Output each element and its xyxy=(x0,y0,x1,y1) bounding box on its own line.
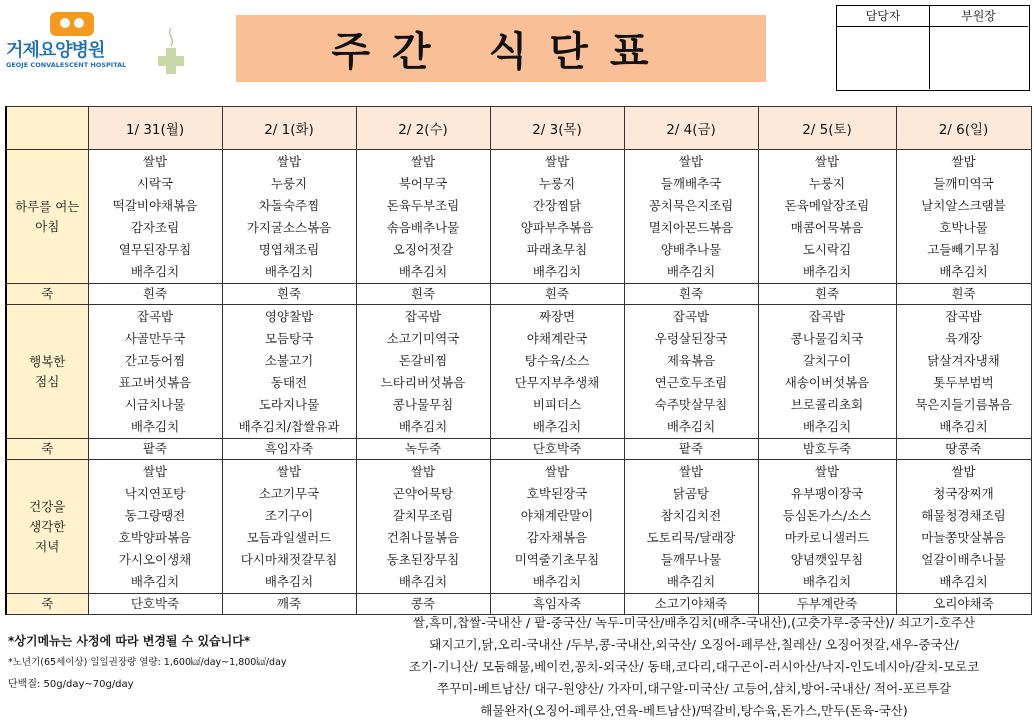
menu-item: 쌀밥 xyxy=(544,464,570,479)
menu-item: 들깨배추국 xyxy=(660,176,722,191)
menu-item: 닭살겨자냉채 xyxy=(927,353,1000,368)
menu-item: 묵은지들기름볶음 xyxy=(915,397,1012,412)
menu-cell xyxy=(896,460,1031,594)
change-notice: *상기메뉴는 사정에 따라 변경될 수 있습니다* xyxy=(8,634,251,648)
menu-cell xyxy=(222,305,356,439)
porridge-cell: 깨죽 xyxy=(222,594,356,615)
day-header: 2/ 4(금) xyxy=(624,107,758,150)
menu-item: 비피더스 xyxy=(532,397,582,412)
menu-item: 누룽지 xyxy=(270,176,308,191)
menu-item: 북어무국 xyxy=(398,176,448,191)
porridge-cell: 팥죽 xyxy=(88,439,222,460)
menu-item: 낙지연포탕 xyxy=(124,486,186,501)
porridge-cell: 단호박죽 xyxy=(88,594,222,615)
menu-item: 동태전 xyxy=(270,375,308,390)
menu-item: 느타리버섯볶음 xyxy=(380,375,466,390)
menu-item: 배추김치 xyxy=(532,264,582,279)
menu-item: 미역줄기초무침 xyxy=(514,552,600,567)
menu-cell xyxy=(624,460,758,594)
menu-item: 마늘쫑맛살볶음 xyxy=(921,530,1006,545)
menu-item: 배추김치 xyxy=(802,264,852,279)
menu-item: 배추김치 xyxy=(264,264,314,279)
menu-item: 모듬과일샐러드 xyxy=(246,530,332,545)
menu-item: 야채계란말이 xyxy=(520,508,594,523)
origin-line: 조기-기니산/ 모둠해물,베이컨,꽁치-외국산/ 동태,코다리,대구곤이-러시아산/낙지-인도네시아/갈치-모로코 xyxy=(408,659,980,674)
menu-item: 소고기미역국 xyxy=(386,331,460,346)
menu-item: 등심돈가스/소스 xyxy=(782,508,872,523)
origin-line: 해물완자(오징어-페루산,연육-베트남산)/떡갈비,탕수육,돈가스,만두(돈육-국산) xyxy=(480,703,908,718)
menu-item: 잡곡밥 xyxy=(136,309,174,324)
porridge-cell: 콩죽 xyxy=(356,594,490,615)
menu-item: 쌀밥 xyxy=(544,154,570,169)
menu-cell xyxy=(88,150,222,284)
meal-row xyxy=(6,305,1031,439)
menu-item: 쌀밥 xyxy=(410,154,436,169)
menu-item: 곤약어묵탕 xyxy=(392,486,454,501)
approval-divider xyxy=(929,26,930,89)
menu-item: 들깨무나물 xyxy=(660,552,722,567)
menu-item: 잡곡밥 xyxy=(404,309,442,324)
porridge-row xyxy=(6,439,1031,460)
protein-recommendation: 단백질: 50g/day~70g/day xyxy=(8,679,134,690)
menu-item: 차돌숙주찜 xyxy=(258,198,320,213)
menu-item: 표고버섯볶음 xyxy=(118,375,192,390)
menu-item: 들깨미역국 xyxy=(933,176,994,191)
menu-cell xyxy=(356,305,490,439)
menu-item: 잡곡밥 xyxy=(945,309,982,324)
origin-line: 돼지고기,닭,오리-국내산 /두부,콩-국내산,외국산/ 오징어-페루산,칠레산/ 오징어젓갈,새우-중국산/ xyxy=(429,637,959,652)
menu-item: 배추김치 xyxy=(130,419,180,434)
origin-info xyxy=(356,612,1032,722)
menu-item: 배추김치/찹쌀유과 xyxy=(238,419,340,434)
menu-item: 쌀밥 xyxy=(678,154,704,169)
porridge-row xyxy=(6,284,1031,305)
menu-item: 쌀밥 xyxy=(951,464,976,479)
menu-item: 명엽채조림 xyxy=(258,242,320,257)
porridge-cell: 흰죽 xyxy=(624,284,758,305)
menu-item: 배추김치 xyxy=(802,574,852,589)
menu-item: 쌀밥 xyxy=(276,154,302,169)
menu-item: 고들빼기무침 xyxy=(927,242,1000,257)
energy-recommendation: *노년기(65세이상) 일일권장량 열량: 1,600㎉/day~1,800㎉/day xyxy=(8,657,287,668)
menu-item: 시금치나물 xyxy=(124,397,186,412)
approval-box xyxy=(836,5,1030,91)
menu-item: 배추김치 xyxy=(939,574,988,589)
day-header: 2/ 6(일) xyxy=(896,107,1031,150)
menu-item: 쌀밥 xyxy=(142,154,168,169)
menu-item: 배추김치 xyxy=(939,264,988,279)
menu-item: 소불고기 xyxy=(264,353,314,368)
logo-subtitle: GEOJE CONVALESCENT HOSPITAL xyxy=(6,61,127,69)
menu-item: 배추김치 xyxy=(130,264,180,279)
menu-item: 잡곡밥 xyxy=(808,309,846,324)
menu-item: 쌀밥 xyxy=(814,464,840,479)
menu-cell xyxy=(356,460,490,594)
menu-item: 청국장찌개 xyxy=(933,486,994,501)
medical-cross-icon xyxy=(154,26,188,76)
menu-item: 새송이버섯볶음 xyxy=(784,375,870,390)
menu-item: 배추김치 xyxy=(398,419,448,434)
menu-item: 짜장면 xyxy=(538,309,576,324)
menu-item: 배추김치 xyxy=(939,419,988,434)
day-header: 2/ 1(화) xyxy=(222,107,356,150)
meal-label: 건강을 생각한 저녁 xyxy=(6,460,88,594)
porridge-cell: 단호박죽 xyxy=(490,439,624,460)
menu-item: 돈갈비찜 xyxy=(398,353,448,368)
porridge-cell: 흑임자죽 xyxy=(222,439,356,460)
menu-cell xyxy=(896,305,1031,439)
menu-item: 돈육메알장조림 xyxy=(784,198,870,213)
porridge-cell: 흰죽 xyxy=(490,284,624,305)
menu-item: 야채계란국 xyxy=(526,331,588,346)
day-header: 2/ 3(목) xyxy=(490,107,624,150)
menu-item: 도라지나물 xyxy=(258,397,320,412)
menu-item: 가지굴소스볶음 xyxy=(246,220,332,235)
porridge-cell: 흰죽 xyxy=(896,284,1031,305)
menu-item: 양파부추볶음 xyxy=(520,220,594,235)
title-banner xyxy=(236,15,766,82)
menu-item: 브로콜리초회 xyxy=(790,397,864,412)
porridge-label: 죽 xyxy=(6,439,88,460)
menu-item: 얼갈이배추나물 xyxy=(921,552,1006,567)
menu-item: 배추김치 xyxy=(802,419,852,434)
meal-label: 하루를 여는 아침 xyxy=(6,150,88,284)
porridge-cell: 밤호두죽 xyxy=(758,439,896,460)
header-corner-cell xyxy=(6,107,88,150)
menu-cell xyxy=(758,305,896,439)
menu-item: 콩나물무침 xyxy=(392,397,454,412)
menu-cell xyxy=(758,460,896,594)
logo-badge-icon xyxy=(50,12,94,36)
porridge-cell: 녹두죽 xyxy=(356,439,490,460)
menu-item: 우렁살된장국 xyxy=(654,331,728,346)
menu-item: 배추김치 xyxy=(666,264,716,279)
porridge-cell: 흑임자죽 xyxy=(490,594,624,615)
approval-manager-label: 담당자 xyxy=(837,6,930,27)
menu-item: 닭곰탕 xyxy=(672,486,710,501)
porridge-cell: 흰죽 xyxy=(758,284,896,305)
menu-item: 제육볶음 xyxy=(666,353,716,368)
porridge-cell: 흰죽 xyxy=(356,284,490,305)
menu-item: 다시마채젓갈무침 xyxy=(240,552,338,567)
meal-row xyxy=(6,150,1031,284)
menu-item: 콩나물김치국 xyxy=(790,331,864,346)
menu-item: 떡갈비야채볶음 xyxy=(112,198,198,213)
menu-item: 양념깻잎무침 xyxy=(790,552,864,567)
menu-item: 숙주맛살무침 xyxy=(654,397,728,412)
menu-item: 쌀밥 xyxy=(276,464,302,479)
menu-item: 날치알스크램블 xyxy=(921,198,1006,213)
menu-item: 호박된장국 xyxy=(526,486,588,501)
porridge-cell: 소고기야채죽 xyxy=(624,594,758,615)
menu-cell xyxy=(222,150,356,284)
menu-item: 간장찜닭 xyxy=(532,198,582,213)
menu-item: 참치김치전 xyxy=(660,508,722,523)
menu-item: 돈육두부조림 xyxy=(386,198,460,213)
menu-cell xyxy=(896,150,1031,284)
menu-item: 감자조림 xyxy=(130,220,180,235)
day-header: 1/ 31(월) xyxy=(88,107,222,150)
menu-item: 배추김치 xyxy=(666,419,716,434)
menu-item: 멸치아몬드볶음 xyxy=(648,220,734,235)
porridge-label: 죽 xyxy=(6,594,88,615)
menu-item: 동그랑땡전 xyxy=(124,508,186,523)
menu-item: 갈치구이 xyxy=(802,353,852,368)
menu-item: 조기구이 xyxy=(264,508,314,523)
porridge-cell: 흰죽 xyxy=(222,284,356,305)
menu-item: 솎음배추나물 xyxy=(386,220,460,235)
menu-item: 도시락김 xyxy=(802,242,852,257)
menu-item: 사골만두국 xyxy=(124,331,186,346)
porridge-cell: 땅콩죽 xyxy=(896,439,1031,460)
menu-item: 쌀밥 xyxy=(678,464,704,479)
origin-line: 쌀,흑미,찹쌀-국내산 / 팥-중국산/ 녹두-미국산/배추김치(배추-국내산),(고춧가루-중국산)/ 쇠고기-호주산 xyxy=(412,615,976,630)
menu-item: 양배추나물 xyxy=(660,242,722,257)
menu-item: 배추김치 xyxy=(398,264,448,279)
origin-line: 쭈꾸미-베트남산/ 대구-원양산/ 가자미,대구알-미국산/ 고등어,삼치,방어-국내산/ 적어-포르투갈 xyxy=(437,681,951,696)
menu-item: 도토리묵/달래장 xyxy=(646,530,736,545)
menu-cell xyxy=(222,460,356,594)
menu-cell xyxy=(758,150,896,284)
menu-item: 해물청경채조림 xyxy=(921,508,1006,523)
header-row xyxy=(6,107,1031,150)
menu-item: 유부팽이장국 xyxy=(790,486,864,501)
logo-name: 거제요양병원 xyxy=(6,40,105,61)
menu-item: 단무지부추생채 xyxy=(514,375,600,390)
menu-item: 배추김치 xyxy=(130,574,180,589)
menu-item: 소고기무국 xyxy=(258,486,320,501)
menu-item: 마카로니샐러드 xyxy=(784,530,870,545)
menu-cell xyxy=(490,150,624,284)
menu-item: 배추김치 xyxy=(666,574,716,589)
menu-item: 연근호두조림 xyxy=(654,375,728,390)
porridge-label: 죽 xyxy=(6,284,88,305)
meal-row xyxy=(6,460,1031,594)
menu-item: 시락국 xyxy=(136,176,174,191)
menu-cell xyxy=(490,305,624,439)
menu-item: 꽁치묵은지조림 xyxy=(648,198,734,213)
menu-cell xyxy=(624,305,758,439)
menu-item: 탕수육/소스 xyxy=(524,353,590,368)
menu-item: 호박양파볶음 xyxy=(118,530,192,545)
menu-cell xyxy=(624,150,758,284)
porridge-cell: 팥죽 xyxy=(624,439,758,460)
menu-item: 육개장 xyxy=(945,331,982,346)
menu-item: 파래초무침 xyxy=(526,242,588,257)
day-header: 2/ 2(수) xyxy=(356,107,490,150)
hospital-logo xyxy=(4,8,204,80)
menu-item: 동초된장무침 xyxy=(386,552,460,567)
menu-item: 오징어젓갈 xyxy=(392,242,454,257)
menu-cell xyxy=(356,150,490,284)
menu-item: 호박나물 xyxy=(939,220,988,235)
approval-deputy-label: 부원장 xyxy=(929,6,1028,27)
menu-cell xyxy=(490,460,624,594)
meal-label: 행복한 점심 xyxy=(6,305,88,439)
menu-item: 쌀밥 xyxy=(814,154,840,169)
menu-item: 배추김치 xyxy=(264,574,314,589)
menu-cell xyxy=(88,460,222,594)
day-header: 2/ 5(토) xyxy=(758,107,896,150)
menu-item: 쌀밥 xyxy=(951,154,976,169)
menu-item: 열무된장무침 xyxy=(118,242,192,257)
menu-item: 누룽지 xyxy=(808,176,846,191)
menu-item: 배추김치 xyxy=(532,419,582,434)
notes xyxy=(8,634,287,692)
menu-cell xyxy=(88,305,222,439)
menu-item: 간고등어찜 xyxy=(124,353,186,368)
menu-item: 건취나물볶음 xyxy=(386,530,460,545)
menu-item: 갈치무조림 xyxy=(392,508,454,523)
menu-item: 매콤어묵볶음 xyxy=(790,220,864,235)
menu-item: 감자채볶음 xyxy=(526,530,588,545)
porridge-cell: 흰죽 xyxy=(88,284,222,305)
menu-item: 누룽지 xyxy=(538,176,576,191)
menu-item: 톳두부범벅 xyxy=(933,375,994,390)
menu-item: 영양찰밥 xyxy=(264,309,314,324)
menu-item: 모듬탕국 xyxy=(264,331,314,346)
menu-item: 배추김치 xyxy=(398,574,448,589)
porridge-cell: 오리야채죽 xyxy=(896,594,1031,615)
menu-item: 쌀밥 xyxy=(142,464,168,479)
porridge-cell: 두부계란죽 xyxy=(758,594,896,615)
menu-item: 잡곡밥 xyxy=(672,309,710,324)
page-title: 주간 식단표 xyxy=(331,29,671,75)
menu-item: 가시오이생채 xyxy=(118,552,192,567)
menu-item: 쌀밥 xyxy=(410,464,436,479)
menu-item: 배추김치 xyxy=(532,574,582,589)
weekly-menu-table xyxy=(5,106,1032,615)
